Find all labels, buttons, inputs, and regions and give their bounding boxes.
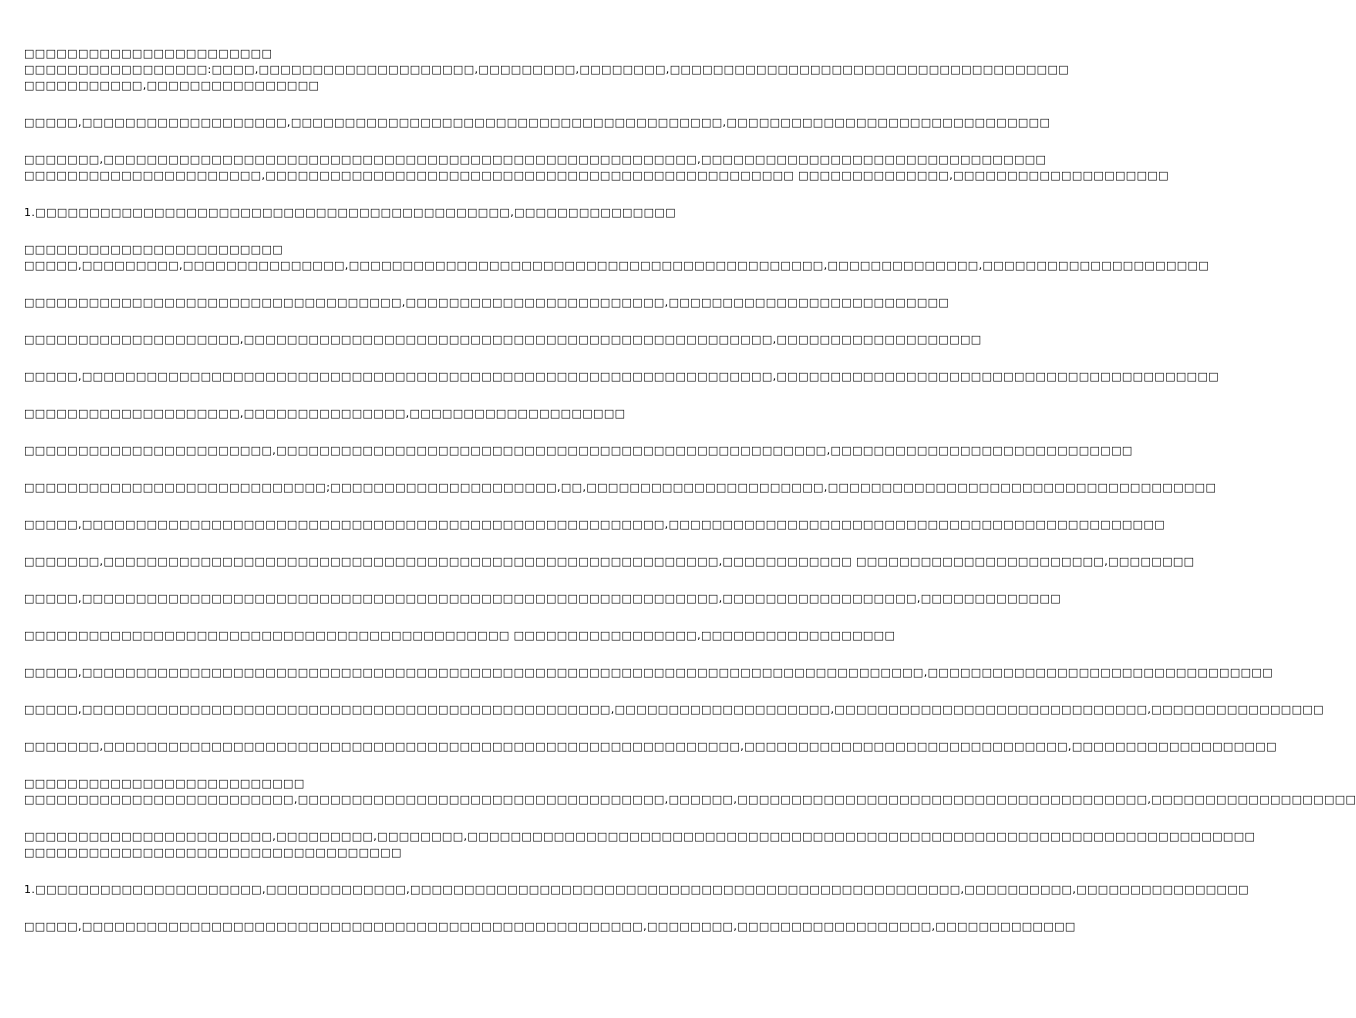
paragraph: [24, 115, 1051, 131]
text-line: □□□□□□□□□□□□□□□□□□□□,□□□□□□□□□□□□□□□,□□□□□□□□□□□□□□□□□□□□: [24, 407, 626, 420]
text-line: □□□□□□□,□□□□□□□□□□□□□□□□□□□□□□□□□□□□□□□□□□□□□□□□□□□□□□□□□□□□□□□□□□□,□□□□□□□□□□□□□□□□□□□□□□□□□□□□□□,□□□□□□□□□□□□□□□□□□□: [24, 740, 1277, 753]
text-line: □□□□□,□□□□□□□□□,□□□□□□□□□□□□□□□,□□□□□□□□□□□□□□□□□□□□□□□□□□□□□□□□□□□□□□□□□□□□,□□□□□□□□□□□□□□,□□□□□□□□□□□□□□□□□□□□□: [24, 259, 1210, 272]
text-line: □□□□□□□□□□□□□□□□□□□□□□□: [24, 47, 273, 60]
text-line: □□□□□□□□□□□□□□□□□□□□□□□,□□□□□□□□□□□□□□□□□□□□□□□□□□□□□□□□□□□□□□□□□□□□□□□□□□□,□□□□□□□□□□□□□□□□□□□□□□□□□□□□: [24, 444, 1133, 457]
text-line: □□□□□,□□□□□□□□□□□□□□□□□□□,□□□□□□□□□□□□□□□□□□□□□□□□□□□□□□□□□□□□□□□□,□□□□□□□□□□□□□□□□□□□□□□□□□□□□□□: [24, 116, 1051, 129]
text-line: □□□□□□□□□□□□□□□□□□□□,□□□□□□□□□□□□□□□□□□□□□□□□□□□□□□□□□□□□□□□□□□□□□□□□□,□□□□□□□□□□□□□□□□□□□: [24, 333, 982, 346]
paragraph: [24, 919, 1076, 935]
text-line: □□□□□□□,□□□□□□□□□□□□□□□□□□□□□□□□□□□□□□□□□□□□□□□□□□□□□□□□□□□□□□□,□□□□□□□□□□□□□□□□□□□□□□□□□□□□□□□□: [24, 153, 1047, 166]
text-line: □□□□□□□□□□□□□□□□□:□□□□,□□□□□□□□□□□□□□□□□□□□,□□□□□□□□□,□□□□□□□□,□□□□□□□□□□□□□□□□□□□□□□□□□□□□□□□□□□□□□: [24, 63, 1070, 76]
text-line: □□□□□□□□□□□□□□□□□□□□□□□□□□□□;□□□□□□□□□□□□□□□□□□□□□,□□,□□□□□□□□□□□□□□□□□□□□□□,□□□□□□□□□□□□□□□□□□□□□□□□□□□□□□□□□□□□: [24, 481, 1217, 494]
paragraph: [24, 332, 982, 348]
text-line: □□□□□□□□□□□□□□□□□□□□□□□□□□□□□□□□□□□: [24, 846, 402, 859]
paragraph: [24, 517, 1166, 533]
text-line: □□□□□□□□□□□□□□□□□□□□□□□□□,□□□□□□□□□□□□□□□□□□□□□□□□□□□□□□□□□□,□□□□□□,□□□□□□□□□□□□□□□□□□□□□□□□□□□□□□□□□□□□□□,□□□□□□□□□□□□□□□□□□□: [24, 793, 1356, 806]
text-line: □□□□□,□□□□□□□□□□□□□□□□□□□□□□□□□□□□□□□□□□□□□□□□□□□□□□□□□□□□□□,□□□□□□□□□□□□□□□□□□□□□□□□□□□□□□□□□□□□□□□□□□□□□□: [24, 518, 1166, 531]
paragraph: [24, 205, 696, 221]
paragraph: [24, 554, 1195, 570]
text-line: 1.□□□□□□□□□□□□□□□□□□□□□□□□□□□□□□□□□□□□□□□□□□□□,□□□□□□□□□□□□□□□: [24, 206, 676, 219]
text-line: □□□□□□□□□□□□□□□□□□□□□□□□: [24, 243, 284, 256]
paragraph: [24, 443, 1133, 459]
text-line: □□□□□□□□□□□,□□□□□□□□□□□□□□□□: [24, 79, 320, 92]
paragraph: [24, 480, 1217, 496]
text-line: □□□□□,□□□□□□□□□□□□□□□□□□□□□□□□□□□□□□□□□□□□□□□□□□□□□□□□□□□□□□□□□□□,□□□□□□□□□□□□□□□□□□,□□□□□□□□□□□□□: [24, 592, 1062, 605]
text-line: □□□□□□□□□□□□□□□□□□□□□□□□□□□□□□□□□□□□□□□□□□□□□ □□□□□□□□□□□□□□□□□,□□□□□□□□□□□□□□□□□□: [24, 629, 896, 642]
paragraph: [24, 152, 1169, 184]
text-line: □□□□□,□□□□□□□□□□□□□□□□□□□□□□□□□□□□□□□□□□□□□□□□□□□□□□□□□□□□□□□□□□□□□□□□,□□□□□□□□□□□□□□□□□□□□□□□□□□□□□□□□□□□□□□□□□: [24, 370, 1220, 383]
text-line: □□□□□□□,□□□□□□□□□□□□□□□□□□□□□□□□□□□□□□□□□□□□□□□□□□□□□□□□□□□□□□□□□,□□□□□□□□□□□□ □□□□□□□□□□□□□□□□□□□□□□□,□□□□□□□□: [24, 555, 1195, 568]
text-line: □□□□□□□□□□□□□□□□□□□□□□□,□□□□□□□□□,□□□□□□□□,□□□□□□□□□□□□□□□□□□□□□□□□□□□□□□□□□□□□□□□□□□□□□□□□□□□□□□□□□□□□□□□□□□□□□□□□□: [24, 830, 1256, 843]
paragraph: [24, 628, 896, 644]
paragraph: [24, 369, 1220, 385]
paragraph: [24, 882, 1249, 898]
paragraph: [24, 295, 950, 311]
text-line: 1.□□□□□□□□□□□□□□□□□□□□□,□□□□□□□□□□□□□,□□□□□□□□□□□□□□□□□□□□□□□□□□□□□□□□□□□□□□□□□□□□□□□□□□□,□□□□□□□□□□,□□□□□□□□□□□□□□□□: [24, 883, 1249, 896]
document-body: [24, 46, 1356, 956]
paragraph: [24, 739, 1277, 755]
text-line: □□□□□□□□□□□□□□□□□□□□□□,□□□□□□□□□□□□□□□□□□□□□□□□□□□□□□□□□□□□□□□□□□□□□□□□□ □□□□□□□□□□□□□□,□□□□□□□□□□□□□□□□□□□□: [24, 169, 1169, 182]
text-line: □□□□□,□□□□□□□□□□□□□□□□□□□□□□□□□□□□□□□□□□□□□□□□□□□□□□□□□□□□□□□□□□□□□□□□□□□□□□□□□□□□□□,□□□□□□□□□□□□□□□□□□□□□□□□□□□□□□□□: [24, 666, 1273, 679]
paragraph: [24, 242, 1210, 274]
paragraph: [24, 665, 1273, 681]
text-line: □□□□□,□□□□□□□□□□□□□□□□□□□□□□□□□□□□□□□□□□□□□□□□□□□□□□□□□,□□□□□□□□□□□□□□□□□□□□,□□□□□□□□□□□□□□□□□□□□□□□□□□□□□,□□□□□□□□□□□□□□□□: [24, 703, 1324, 716]
text-line: □□□□□□□□□□□□□□□□□□□□□□□□□□□□□□□□□□□,□□□□□□□□□□□□□□□□□□□□□□□□,□□□□□□□□□□□□□□□□□□□□□□□□□□: [24, 296, 950, 309]
text-line: □□□□□,□□□□□□□□□□□□□□□□□□□□□□□□□□□□□□□□□□□□□□□□□□□□□□□□□□□□,□□□□□□□□,□□□□□□□□□□□□□□□□□□,□□□□□□□□□□□□□: [24, 920, 1076, 933]
text-line: □□□□□□□□□□□□□□□□□□□□□□□□□□: [24, 777, 305, 790]
paragraph: [24, 776, 1356, 808]
paragraph: [24, 406, 696, 422]
paragraph: [24, 591, 1062, 607]
paragraph: [24, 702, 1324, 718]
paragraph: [24, 829, 1256, 861]
paragraph: [24, 46, 1070, 94]
